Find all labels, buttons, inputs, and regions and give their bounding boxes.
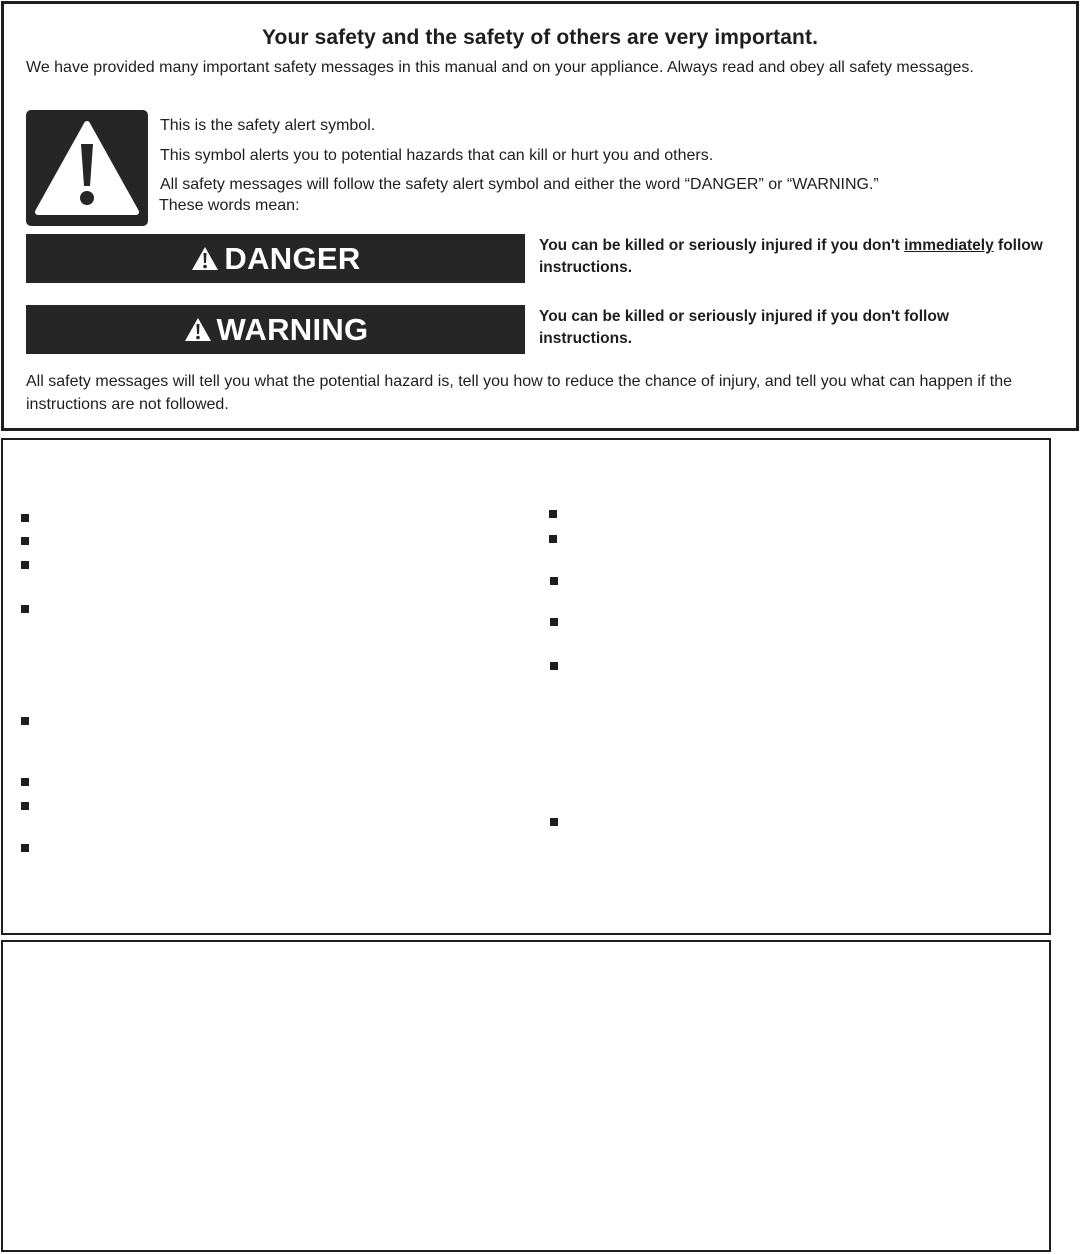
danger-signal-bar: [26, 234, 525, 283]
square-bullet-icon: [21, 778, 29, 786]
square-bullet-icon: [21, 605, 29, 613]
square-bullet-icon: [550, 662, 558, 670]
symbol-line-2: This symbol alerts you to potential hazards that can kill or hurt you and others.: [160, 147, 714, 164]
safety-intro: We have provided many important safety messages in this manual and on your appliance. Always read and obey all safety messages.: [26, 59, 974, 76]
warning-triangle-icon: [183, 316, 213, 343]
danger-desc-emphasis: immediately: [904, 237, 994, 254]
danger-label: DANGER: [224, 240, 361, 276]
square-bullet-icon: [21, 514, 29, 522]
danger-desc-before: You can be killed or seriously injured if you don't: [539, 237, 905, 254]
symbol-line-4: These words mean:: [159, 197, 300, 214]
square-bullet-icon: [21, 537, 29, 545]
square-bullet-icon: [21, 844, 29, 852]
square-bullet-icon: [550, 618, 558, 626]
danger-desc-after: follow instructions.: [539, 237, 1043, 276]
safety-panel: [1, 1, 1079, 431]
square-bullet-icon: [21, 717, 29, 725]
symbol-line-3: All safety messages will follow the safety alert symbol and either the word “DANGER” or “WARNING.”: [160, 176, 879, 193]
square-bullet-icon: [550, 818, 558, 826]
blank-panel: [1, 940, 1051, 1252]
safety-outro: All safety messages will tell you what the potential hazard is, tell you how to reduce the chance of injury, and tell you what can happen if the instructions are not followed.: [26, 373, 1013, 413]
warning-signal-bar: [26, 305, 525, 354]
square-bullet-icon: [21, 802, 29, 810]
danger-description: [539, 235, 1074, 279]
square-bullet-icon: [21, 561, 29, 569]
safety-title: Your safety and the safety of others are very important.: [261, 26, 819, 49]
square-bullet-icon: [549, 535, 557, 543]
square-bullet-icon: [549, 510, 557, 518]
warning-description: You can be killed or seriously injured if you don't follow instructions.: [539, 308, 949, 347]
symbol-line-1: This is the safety alert symbol.: [160, 117, 376, 134]
instructions-panel: [1, 438, 1051, 935]
warning-triangle-icon: [190, 245, 220, 272]
warning-label: WARNING: [216, 311, 369, 347]
square-bullet-icon: [550, 577, 558, 585]
safety-alert-icon: [26, 110, 148, 226]
